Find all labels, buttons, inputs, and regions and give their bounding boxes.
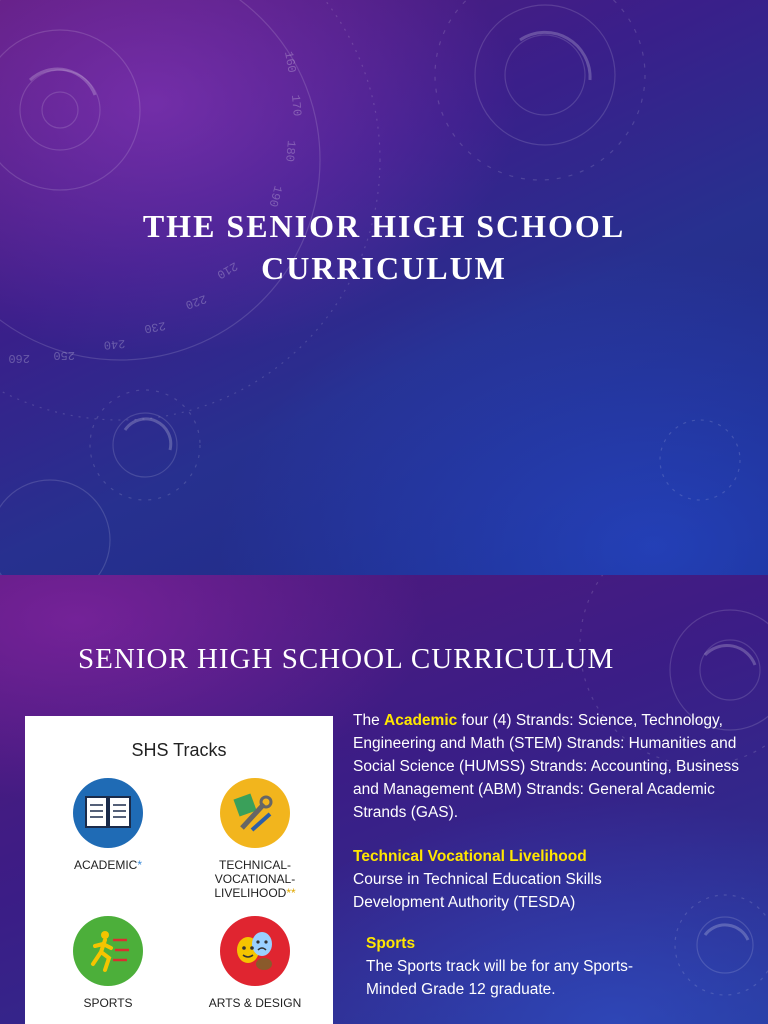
slide-title: SENIOR HIGH SCHOOL CURRICULUM [78,643,615,675]
dial-number: 220 [183,291,209,312]
sports-heading: Sports [366,935,416,952]
track-sports [43,916,173,1010]
book-icon [73,778,143,848]
dial-number: 230 [143,318,167,336]
title-line-2: CURRICULUM [261,250,507,286]
sports-block [366,932,666,1001]
dial-number: 180 [282,139,298,163]
tracks-heading: SHS Tracks [131,740,227,760]
dial-number: 210 [214,258,240,282]
slide-title [0,205,768,289]
track-label: SPORTS [83,996,133,1010]
track-arts-design [190,916,320,1010]
tvl-body: Course in Technical Education Skills Development Authority (TESDA) [353,871,602,911]
dial-number: 250 [53,348,75,362]
dial-number: 240 [103,336,126,352]
tvl-block [353,845,753,914]
tools-icon [220,778,290,848]
tvl-heading: Technical Vocational Livelihood [353,848,587,865]
runner-icon [73,916,143,986]
academic-keyword: Academic [384,712,458,729]
track-label: TECHNICAL- VOCATIONAL- LIVELIHOOD** [214,858,296,900]
academic-paragraph: The Academic four (4) Strands: Science, Technology, Engineering and Math (STEM) Strands: Humanities and Social Science (HUMSS) Strands: Accounting, Business and Management (ABM) Strands: General Academic Strands (GAS). [353,712,739,821]
curriculum-slide [0,575,768,1024]
dial-number: 160 [281,50,299,74]
track-label: ARTS & DESIGN [208,996,302,1010]
track-tvl [190,778,320,900]
dial-number: 190 [265,183,285,209]
shs-tracks-image [25,716,333,1024]
track-label: ACADEMIC* [73,858,142,872]
masks-icon [220,916,290,986]
track-academic [43,778,173,872]
dial-number: 260 [8,351,30,365]
dial-number: 170 [288,94,304,117]
title-line-1: THE SENIOR HIGH SCHOOL [142,208,626,244]
sports-body: The Sports track will be for any Sports-Minded Grade 12 graduate. [366,958,634,998]
